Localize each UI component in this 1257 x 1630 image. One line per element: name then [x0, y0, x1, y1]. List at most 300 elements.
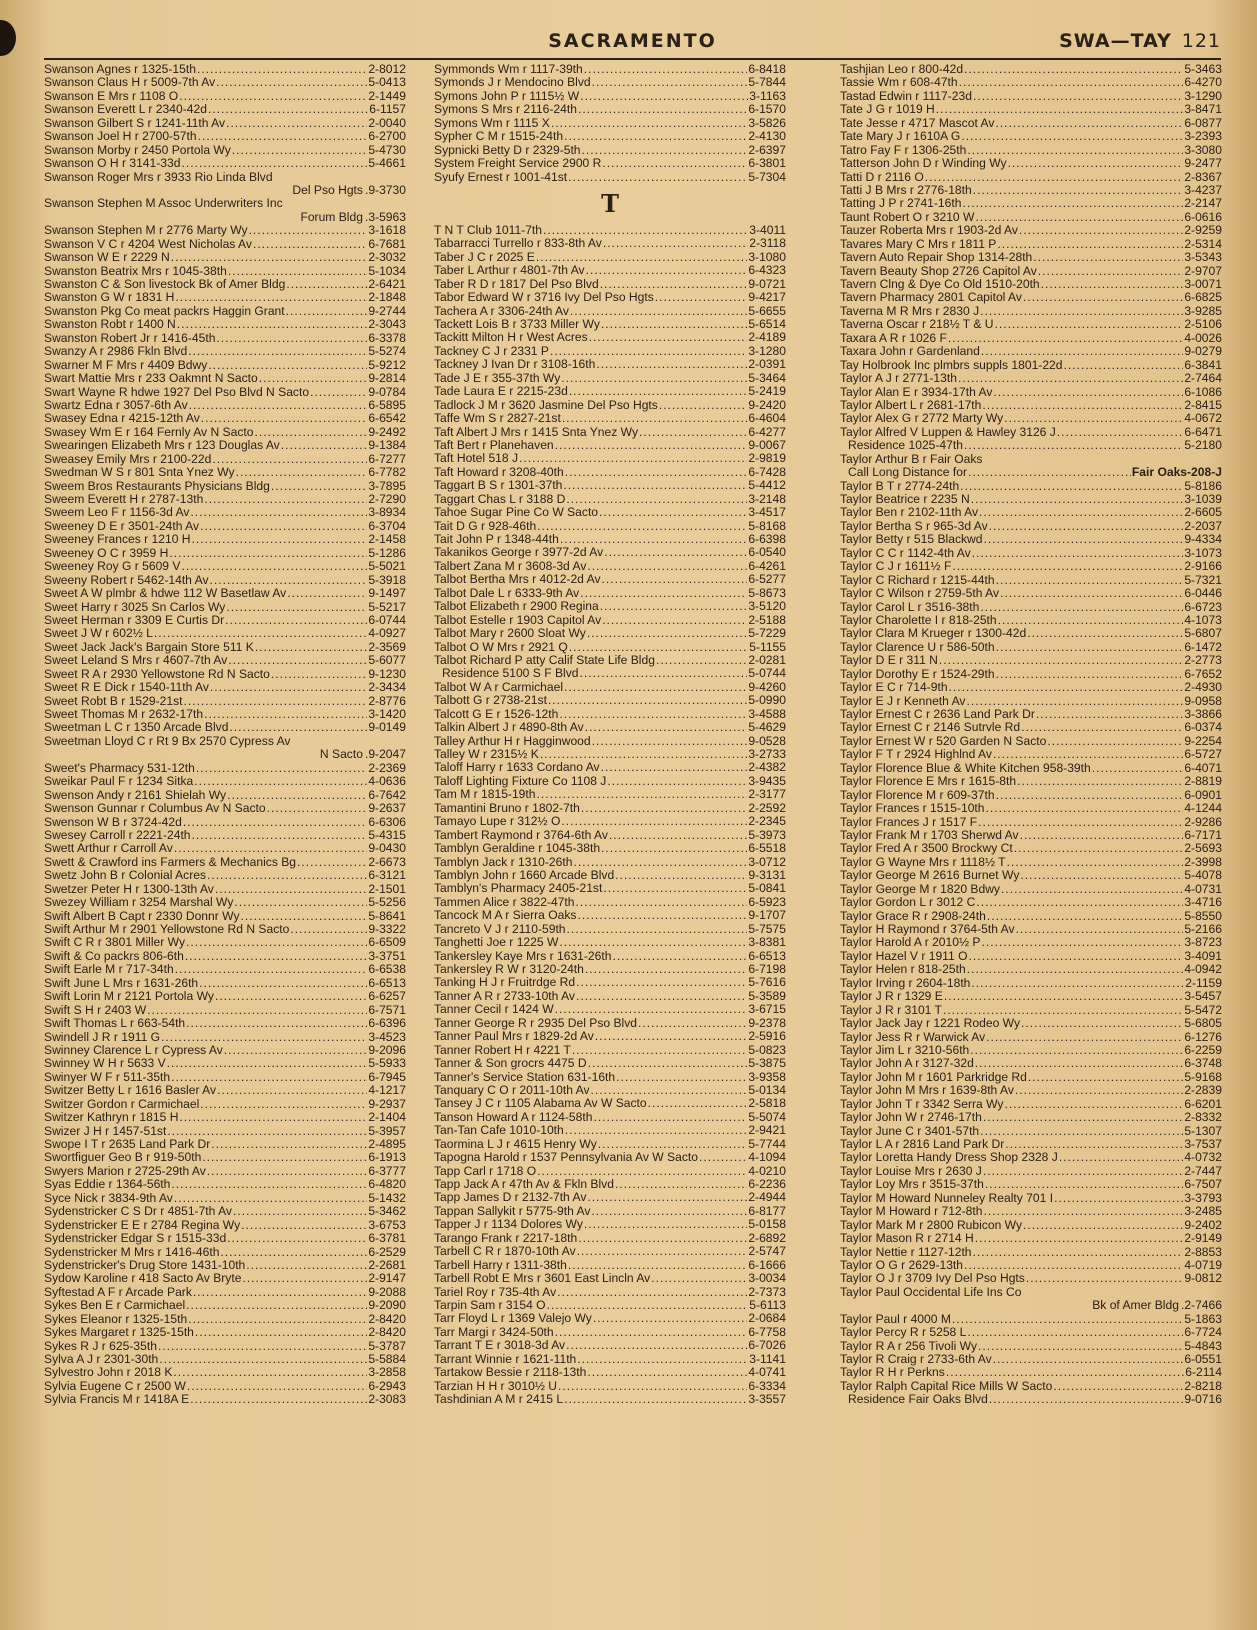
leader-dots	[216, 332, 367, 345]
listing-name: Taylor C C r 1142-4th Av	[840, 546, 971, 560]
phone-number: 6-5923	[748, 895, 786, 909]
listing-name: Symons John P r 1115½ W	[434, 89, 580, 103]
phone-number: 5-5274	[368, 345, 406, 359]
listing-name: Symons Wm r 1115 X	[434, 116, 550, 130]
leader-dots	[171, 251, 368, 264]
listing-row	[44, 197, 406, 210]
phone-number: 2-2147	[1184, 197, 1222, 211]
phone-number: 5-5933	[368, 1057, 406, 1071]
leader-dots	[190, 1393, 367, 1406]
leader-dots	[174, 842, 368, 855]
phone-number: 2-4895	[368, 1138, 406, 1151]
listing-name: Swinyer W F r 511-35th	[44, 1070, 171, 1084]
listing-name: Talbot W A r Carmichael	[434, 680, 564, 694]
leader-dots	[967, 144, 1183, 157]
leader-dots	[559, 708, 747, 721]
phone-number: 6-0374	[1184, 721, 1222, 735]
listing-row	[840, 157, 1222, 170]
phone-number: 2-5106	[1184, 318, 1222, 332]
phone-number: 5-8673	[748, 586, 786, 600]
directory-column-2	[434, 63, 786, 1625]
phone-number: 9-4260	[748, 680, 786, 694]
leader-dots	[561, 372, 747, 385]
listing-row	[434, 318, 786, 331]
listing-row	[434, 1380, 786, 1393]
phone-number: 2-8218	[1184, 1379, 1222, 1393]
listing-row	[434, 1232, 786, 1245]
phone-number: 3-5120	[748, 600, 786, 614]
listing-row	[840, 641, 1222, 654]
listing-name: Tastad Edwin r 1117-23d	[840, 89, 972, 103]
leader-dots	[564, 1393, 747, 1406]
listing-row	[434, 1057, 786, 1070]
leader-dots	[197, 63, 367, 76]
listing-name: Symmonds Wm r 1117-39th	[434, 63, 583, 76]
leader-dots	[1019, 224, 1183, 237]
listing-row	[434, 990, 786, 1003]
leader-dots: .	[364, 183, 369, 197]
leader-dots	[586, 264, 748, 277]
phone-number: 2-3998	[1184, 855, 1222, 869]
leader-dots	[226, 601, 367, 614]
phone-number: 6-4820	[368, 1178, 406, 1192]
listing-name: Tackney J Ivan Dr r 3108-16th	[434, 358, 596, 372]
phone-number: 3-4517	[748, 506, 786, 520]
leader-dots	[202, 1151, 367, 1164]
phone-number: 5-3957	[368, 1124, 406, 1138]
leader-dots	[592, 76, 748, 89]
listing-name: Sweikar Paul F r 1234 Sitka	[44, 775, 194, 789]
listing-name: Swanston Beatrix Mrs r 1045-38th	[44, 264, 227, 278]
listing-row	[434, 103, 786, 116]
listing-name: Syftestad A F r Arcade Park	[44, 1285, 192, 1299]
leader-dots	[1015, 1084, 1183, 1097]
listing-row	[840, 883, 1222, 896]
listing-row	[44, 1151, 406, 1164]
listing-row	[840, 1286, 1222, 1299]
phone-number: 5-9212	[368, 358, 406, 372]
listing-row	[44, 869, 406, 882]
phone-number: 3-2733	[748, 748, 786, 761]
listing-row	[434, 573, 786, 586]
leader-dots	[561, 815, 747, 828]
listing-name: Taylor George M r 1820 Bdwy	[840, 882, 1000, 896]
listing-row	[840, 1219, 1222, 1232]
listing-row	[434, 815, 786, 828]
listing-row	[434, 842, 786, 855]
phone-number: 9-2937	[368, 1097, 406, 1111]
listing-row	[840, 1151, 1222, 1164]
listing-name: Swedman W S r 801 Snta Ynez Wy	[44, 466, 235, 480]
leader-dots	[161, 1031, 367, 1044]
phone-number: 6-6723	[1184, 600, 1222, 614]
listing-row	[44, 332, 406, 345]
listing-row	[44, 910, 406, 923]
phone-number: 2-3569	[368, 640, 406, 654]
listing-row	[840, 936, 1222, 949]
leader-dots	[994, 318, 1183, 331]
phone-number: 5-4412	[748, 479, 786, 493]
phone-number: 5-8186	[1184, 479, 1222, 493]
leader-dots	[1059, 1151, 1184, 1164]
listing-row	[44, 372, 406, 385]
leader-dots	[543, 224, 748, 237]
listing-row	[44, 1340, 406, 1353]
listing-row	[840, 842, 1222, 855]
listing-row	[44, 345, 406, 358]
listing-row	[840, 748, 1222, 761]
listing-row	[44, 1071, 406, 1084]
phone-number: 6-1086	[1184, 385, 1222, 399]
phone-number: 6-6513	[368, 976, 406, 990]
leader-dots	[593, 1111, 747, 1124]
leader-dots	[576, 976, 747, 989]
listing-name: Tarrant Winnie r 1621-11th	[434, 1352, 577, 1366]
phone-number: 5-4629	[748, 721, 786, 735]
listing-name: Sylva A J r 2301-30th	[44, 1353, 159, 1366]
listing-row	[434, 466, 786, 479]
leader-dots	[993, 748, 1183, 761]
listing-row	[44, 1353, 406, 1366]
listing-name: Taylor M Howard r 712-8th	[840, 1205, 983, 1219]
listing-row	[44, 789, 406, 802]
listing-row	[44, 1326, 406, 1339]
leader-dots	[567, 923, 748, 936]
leader-dots	[1020, 829, 1184, 842]
leader-dots: .	[1180, 1299, 1185, 1313]
phone-number: 5-7229	[748, 627, 786, 641]
listing-row	[44, 1313, 406, 1326]
listing-row	[434, 1138, 786, 1151]
listing-row	[434, 775, 786, 788]
listing-name: Swanston Pkg Co meat packrs Haggin Grant	[44, 304, 285, 318]
listing-row	[44, 1286, 406, 1299]
phone-number: 3-3866	[1184, 708, 1222, 721]
listing-row	[44, 1272, 406, 1285]
listing-name: Sydenstricker C S Dr r 4851-7th Av	[44, 1205, 232, 1219]
phone-number: 3-3793	[1184, 1191, 1222, 1205]
leader-dots	[989, 1393, 1184, 1406]
listing-name: Tanner & Son grocrs 4475 D	[434, 1057, 587, 1071]
listing-row	[44, 923, 406, 936]
listing-name: Sweetman L C r 1350 Arcade Blvd	[44, 721, 229, 735]
listing-name: Taylor Albert L r 2681-17th	[840, 398, 982, 412]
leader-dots	[598, 1138, 748, 1151]
leader-dots	[975, 211, 1183, 224]
phone-number: 6-5895	[368, 398, 406, 412]
listing-row	[434, 1259, 786, 1272]
phone-number: 6-6825	[1184, 291, 1222, 305]
listing-row	[434, 1326, 786, 1339]
binder-hole	[0, 20, 16, 56]
listing-name: Sylvia Francis M r 1418A E	[44, 1393, 190, 1407]
leader-dots	[944, 990, 1183, 1003]
phone-number: 3-2148	[748, 492, 786, 506]
leader-dots	[651, 1272, 747, 1285]
listing-row	[44, 1111, 406, 1124]
listing-name: Swanston C & Son livestock Bk of Amer Bldg	[44, 278, 286, 291]
listing-row	[840, 1138, 1222, 1151]
listing-name: Taylor Paul r 4000 M	[840, 1312, 951, 1326]
leader-dots	[565, 1124, 748, 1137]
listing-row	[840, 1353, 1222, 1366]
phone-number: 5-2419	[748, 385, 786, 399]
listing-name: Taloff Lighting Fixture Co 1108 J	[434, 774, 607, 788]
leader-dots	[997, 238, 1183, 251]
listing-row	[434, 130, 786, 143]
listing-name: Taylor Bertha S r 965-3d Av	[840, 519, 988, 533]
phone-number: 2-3177	[748, 788, 786, 802]
listing-row	[840, 318, 1222, 331]
phone-number: 3-6753	[368, 1218, 406, 1232]
leader-dots: .	[364, 210, 369, 224]
listing-row	[840, 735, 1222, 748]
leader-dots	[1041, 278, 1184, 291]
listing-name: Swanson Roger Mrs r 3933 Rio Linda Blvd	[44, 170, 273, 184]
phone-number: 4-0026	[1184, 331, 1222, 345]
listing-row	[840, 197, 1222, 210]
leader-dots	[958, 372, 1183, 385]
listing-name: T N T Club 1011-7th	[434, 223, 543, 237]
leader-dots	[271, 480, 367, 493]
listing-row	[434, 144, 786, 157]
listing-name: Taylor Mark M r 2800 Rubicon Wy	[840, 1218, 1023, 1232]
leader-dots	[587, 1366, 747, 1379]
phone-number: 2-2345	[748, 815, 786, 829]
leader-dots	[198, 130, 368, 143]
leader-dots	[236, 466, 368, 479]
leader-dots	[186, 936, 367, 949]
listing-name: Talbot Mary r 2600 Sloat Wy	[434, 627, 586, 641]
leader-dots	[171, 1178, 367, 1191]
listing-row	[840, 1366, 1222, 1379]
listing-row	[840, 762, 1222, 775]
phone-number: 6-6471	[1184, 425, 1222, 439]
listing-name: Tapper J r 1134 Dolores Wy	[434, 1218, 583, 1232]
listing-name: Tapp Jack A r 47th Av & Fkln Blvd	[434, 1178, 614, 1191]
phone-number: 9-4334	[1184, 533, 1222, 547]
listing-name: Taylor Jess R r Warwick Av	[840, 1030, 986, 1044]
phone-number: 6-3777	[368, 1164, 406, 1178]
listing-name: Taverna Oscar r 218½ T & U	[840, 318, 994, 332]
alpha-range: SWA—TAY	[1059, 30, 1172, 52]
listing-row	[44, 251, 406, 264]
listing-name: Swanson O H r 3141-33d	[44, 157, 181, 171]
listing-row	[44, 130, 406, 143]
listing-name: Swift S H r 2403 W	[44, 1003, 147, 1017]
listing-name: Taylor Alan E r 3934-17th Av	[840, 385, 993, 399]
phone-number: 6-7026	[748, 1339, 786, 1353]
leader-dots	[1021, 721, 1183, 734]
leader-dots	[607, 775, 747, 788]
leader-dots	[550, 345, 747, 358]
listing-row	[44, 721, 406, 734]
phone-number: 2-8853	[1184, 1245, 1222, 1259]
listing-name: Sweetman Lloyd C r Rt 9 Bx 2570 Cypress Av	[44, 734, 291, 748]
listing-name: Tassie Wm r 608-47th	[840, 76, 958, 90]
listing-name: Swart Wayne R hdwe 1927 Del Pso Blvd N Sacto	[44, 385, 310, 399]
leader-dots	[987, 910, 1183, 923]
listing-row	[840, 1340, 1222, 1353]
leader-dots	[179, 1111, 367, 1124]
listing-row	[44, 1004, 406, 1017]
listing-row	[840, 1326, 1222, 1339]
leader-dots	[190, 506, 367, 519]
listing-name: Tate Jesse r 4717 Mascot Av	[840, 116, 995, 130]
listing-name: Taylor Florence M r 609-37th	[840, 788, 995, 802]
phone-number: 3-1039	[1184, 493, 1222, 506]
listing-row	[44, 1246, 406, 1259]
listing-name: Swift Earle M r 717-34th	[44, 963, 174, 977]
leader-dots	[961, 130, 1183, 143]
leader-dots	[582, 144, 748, 157]
listing-name: Sylvia Eugene C r 2500 W	[44, 1379, 186, 1393]
listing-row	[44, 90, 406, 103]
listing-name: Taylor Harold A r 2010½ P	[840, 936, 981, 950]
listing-name: Taft Albert J Mrs r 1415 Snta Ynez Wy	[434, 425, 639, 439]
phone-number: 2-6605	[1184, 506, 1222, 520]
listing-name: Talbot Dale L r 6333-9th Av	[434, 586, 580, 600]
leader-dots	[1014, 842, 1184, 855]
listing-row	[840, 117, 1222, 130]
listing-name: Taylor D E r 311 N	[840, 654, 938, 668]
leader-dots	[973, 90, 1183, 103]
listing-row	[840, 265, 1222, 278]
leader-dots	[1057, 426, 1184, 439]
listing-row	[840, 627, 1222, 640]
listing-name: Taylor Charolette I r 818-25th	[840, 613, 997, 627]
phone-number: 2-4944	[748, 1191, 786, 1205]
leader-dots	[569, 385, 748, 398]
listing-name: Taft Bert r Planehaven	[434, 438, 554, 452]
phone-number: 9-3131	[748, 868, 786, 882]
listing-row	[840, 345, 1222, 358]
leader-dots	[1004, 412, 1183, 425]
phone-number: 4-0927	[368, 627, 406, 641]
listing-name: Taylor Florence E Mrs r 1615-8th	[840, 775, 1017, 789]
listing-row	[840, 399, 1222, 412]
listing-row	[44, 1031, 406, 1044]
phone-number: 9-2096	[368, 1043, 406, 1057]
leader-dots	[271, 668, 367, 681]
phone-number: 6-5727	[1184, 748, 1222, 762]
listing-name: Sydow Karoline r 418 Sacto Av Bryte	[44, 1272, 242, 1286]
listing-row	[840, 63, 1222, 76]
leader-dots	[1053, 1380, 1183, 1393]
leader-dots	[609, 829, 747, 842]
leader-dots	[648, 1097, 748, 1110]
leader-dots	[570, 305, 747, 318]
listing-row	[434, 372, 786, 385]
listing-name: Swanson E Mrs r 1108 O	[44, 89, 179, 103]
leader-dots	[229, 721, 367, 734]
phone-number: 3-1080	[748, 250, 786, 264]
leader-dots	[967, 963, 1184, 976]
listing-name: Sweet J W r 602½ L	[44, 627, 153, 641]
listing-row	[434, 829, 786, 842]
listing-row	[840, 829, 1222, 842]
listing-row	[434, 882, 786, 895]
listing-name: Swanston G W r 1831 H	[44, 291, 175, 305]
leader-dots	[1026, 1272, 1183, 1285]
phone-number: 6-4604	[748, 412, 786, 426]
listing-row	[434, 1044, 786, 1057]
listing-row	[840, 1232, 1222, 1245]
listing-row	[840, 305, 1222, 318]
listing-row	[840, 211, 1222, 224]
phone-number: 6-7945	[368, 1070, 406, 1084]
phone-number: 2-8776	[368, 694, 406, 708]
listing-name: Taylor E J r Kenneth Av	[840, 694, 966, 708]
leader-dots	[211, 1138, 367, 1151]
leader-dots	[967, 1326, 1183, 1339]
phone-number: 6-7758	[748, 1325, 786, 1339]
phone-number: 5-0841	[748, 882, 786, 896]
phone-number: 3-1280	[748, 344, 786, 358]
listing-name: Tamblyn's Pharmacy 2405-21st	[434, 882, 603, 896]
phone-number: 6-7652	[1184, 667, 1222, 681]
phone-number: 2-3032	[368, 251, 406, 265]
phone-number: 2-9819	[748, 452, 786, 466]
leader-dots	[584, 63, 748, 76]
listing-name: Residence 1025-47th	[848, 439, 963, 453]
listing-name: Swartz Edna r 3057-6th Av	[44, 398, 188, 412]
leader-dots	[154, 627, 367, 640]
listing-row	[44, 1219, 406, 1232]
leader-dots	[564, 681, 747, 694]
leader-dots	[980, 601, 1183, 614]
leader-dots	[537, 788, 748, 801]
listing-row	[840, 506, 1222, 519]
phone-number: 3-4091	[1184, 949, 1222, 963]
phone-number: 2-9147	[368, 1272, 406, 1286]
listing-name: Taylor John M Mrs r 1639-8th Av	[840, 1084, 1014, 1098]
leader-dots	[587, 627, 748, 640]
listing-name: Swope I T r 2635 Land Park Dr	[44, 1138, 211, 1151]
listing-name: Swanson Morby r 2450 Portola Wy	[44, 143, 231, 157]
listing-row	[44, 305, 406, 318]
listing-row	[44, 399, 406, 412]
listing-name: Tarr Margi r 3424-50th	[434, 1325, 554, 1339]
phone-number: 6-3334	[748, 1379, 786, 1393]
phone-number: 5-4843	[1184, 1339, 1222, 1353]
leader-dots	[210, 681, 367, 694]
leader-dots	[1017, 775, 1183, 788]
phone-number: 3-3080	[1184, 143, 1222, 157]
listing-row	[434, 667, 786, 680]
phone-number: 2-2369	[368, 761, 406, 775]
phone-number: 3-8723	[1184, 936, 1222, 950]
leader-dots	[255, 641, 368, 654]
listing-name: Tait John P r 1348-44th	[434, 533, 559, 546]
leader-dots	[1004, 1098, 1183, 1111]
phone-number: 6-0551	[1184, 1353, 1222, 1366]
listing-name: Swindell J R r 1911 G	[44, 1030, 161, 1044]
phone-number: 6-3704	[368, 519, 406, 533]
listing-name: Tavern Pharmacy 2801 Capitol Av	[840, 291, 1022, 305]
listing-name: Talcott G E r 1526-12th	[434, 707, 559, 721]
page-title: SACRAMENTO	[548, 30, 717, 52]
leader-dots	[1016, 923, 1184, 936]
phone-number: 6-4071	[1184, 761, 1222, 775]
leader-dots	[576, 896, 748, 909]
leader-dots	[225, 614, 367, 627]
listing-row	[840, 238, 1222, 251]
leader-dots	[560, 533, 747, 546]
leader-dots	[200, 1098, 367, 1111]
leader-dots	[167, 1057, 368, 1070]
listing-name: Talbot Estelle r 1903 Capitol Av	[434, 613, 602, 627]
